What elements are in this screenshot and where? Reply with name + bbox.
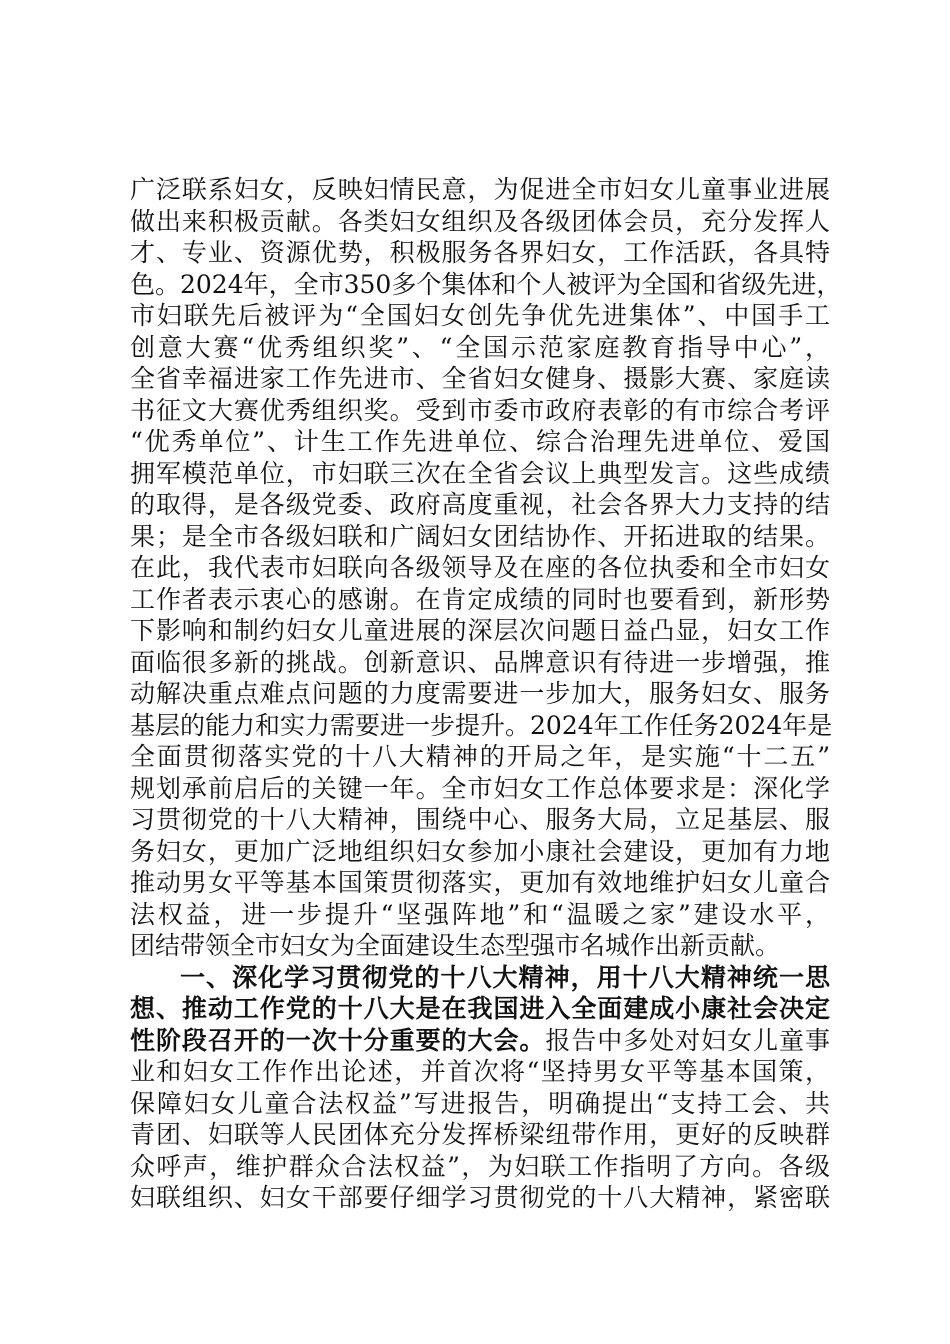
text-line: 规划承前启后的关键一年。全市妇女工作总体要求是：深化学 [130, 773, 830, 803]
text-line: 才、专业、资源优势，积极服务各界妇女，工作活跃，各具特 [130, 238, 830, 267]
paragraph-section-one [130, 962, 830, 1214]
text-line: 全面贯彻落实党的十八大精神的开局之年，是实施“十二五” [130, 742, 830, 771]
text-line: 务妇女，更加广泛地组织妇女参加小康社会建设，更加有力地 [130, 836, 830, 866]
text-line: 推动男女平等基本国策贯彻落实，更加有效地维护妇女儿童合 [130, 868, 830, 897]
text-line: 面临很多新的挑战。创新意识、品牌意识有待进一步增强，推 [130, 647, 830, 677]
section-heading-line: 一、深化学习贯彻党的十八大精神，用十八大精神统一思 [180, 962, 830, 992]
text-line: 做出来积极贡献。各类妇女组织及各级团体会员，充分发挥人 [130, 206, 830, 236]
body-text [130, 174, 842, 1214]
text-line-mixed [130, 1025, 830, 1057]
text-line: 的取得，是各级党委、政府高度重视，社会各界大力支持的结 [130, 490, 830, 519]
text-line: 广泛联系妇女，反映妇情民意，为促进全市妇女儿童事业进展 [130, 175, 830, 204]
text-line: “优秀单位”、计生工作先进单位、综合治理先进单位、爱国 [130, 427, 830, 456]
paragraph-achievements [130, 174, 842, 962]
text-line: 保障妇女儿童合法权益”写进报告，明确提出“支持工会、共 [130, 1088, 830, 1118]
section-heading-line: 性阶段召开的一次十分重要的大会。 [130, 1025, 546, 1055]
text-line: 法权益，进一步提升“坚强阵地”和“温暖之家”建设水平， [130, 899, 830, 929]
section-heading-line: 想、推动工作党的十八大是在我国进入全面建成小康社会决定 [130, 994, 830, 1023]
text-line: 基层的能力和实力需要进一步提升。2024年工作任务2024年是 [130, 710, 833, 740]
text-line: 创意大赛“优秀组织奖”、“全国示范家庭教育指导中心”， [130, 332, 830, 362]
text-fragment: 报告中多处对妇女儿童事 [545, 1025, 830, 1055]
text-line: 全省幸福进家工作先进市、全省妇女健身、摄影大赛、家庭读 [130, 364, 830, 393]
text-line: 在此，我代表市妇联向各级领导及在座的各位执委和全市妇女 [130, 553, 830, 582]
text-line: 书征文大赛优秀组织奖。受到市委市政府表彰的有市综合考评 [130, 395, 830, 425]
text-line: 习贯彻党的十八大精神，围绕中心、服务大局，立足基层、服 [130, 805, 830, 834]
text-line: 市妇联先后被评为“全国妇女创先争优先进集体”、中国手工 [130, 301, 830, 330]
text-line: 色。2024年，全市350多个集体和个人被评为全国和省级先进， [130, 269, 842, 299]
text-line: 妇联组织、妇女干部要仔细学习贯彻党的十八大精神，紧密联 [130, 1183, 830, 1212]
text-line: 青团、妇联等人民团体充分发挥桥梁纽带作用，更好的反映群 [130, 1120, 830, 1149]
text-line: 工作者表示衷心的感谢。在肯定成绩的同时也要看到，新形势 [130, 584, 830, 614]
text-line: 果；是全市各级妇联和广阔妇女团结协作、开拓进取的结果。 [130, 521, 830, 551]
text-line: 团结带领全市妇女为全面建设生态型强市名城作出新贡献。 [130, 931, 781, 960]
text-line: 拥军模范单位，市妇联三次在全省会议上典型发言。这些成绩 [130, 458, 830, 488]
text-line: 动解决重点难点问题的力度需要进一步加大，服务妇女、服务 [130, 679, 830, 708]
text-line: 业和妇女工作作出论述，并首次将“坚持男女平等基本国策， [130, 1057, 830, 1086]
text-line: 下影响和制约妇女儿童进展的深层次问题日益凸显，妇女工作 [130, 616, 830, 645]
text-line: 众呼声，维护群众合法权益”，为妇联工作指明了方向。各级 [130, 1151, 830, 1181]
